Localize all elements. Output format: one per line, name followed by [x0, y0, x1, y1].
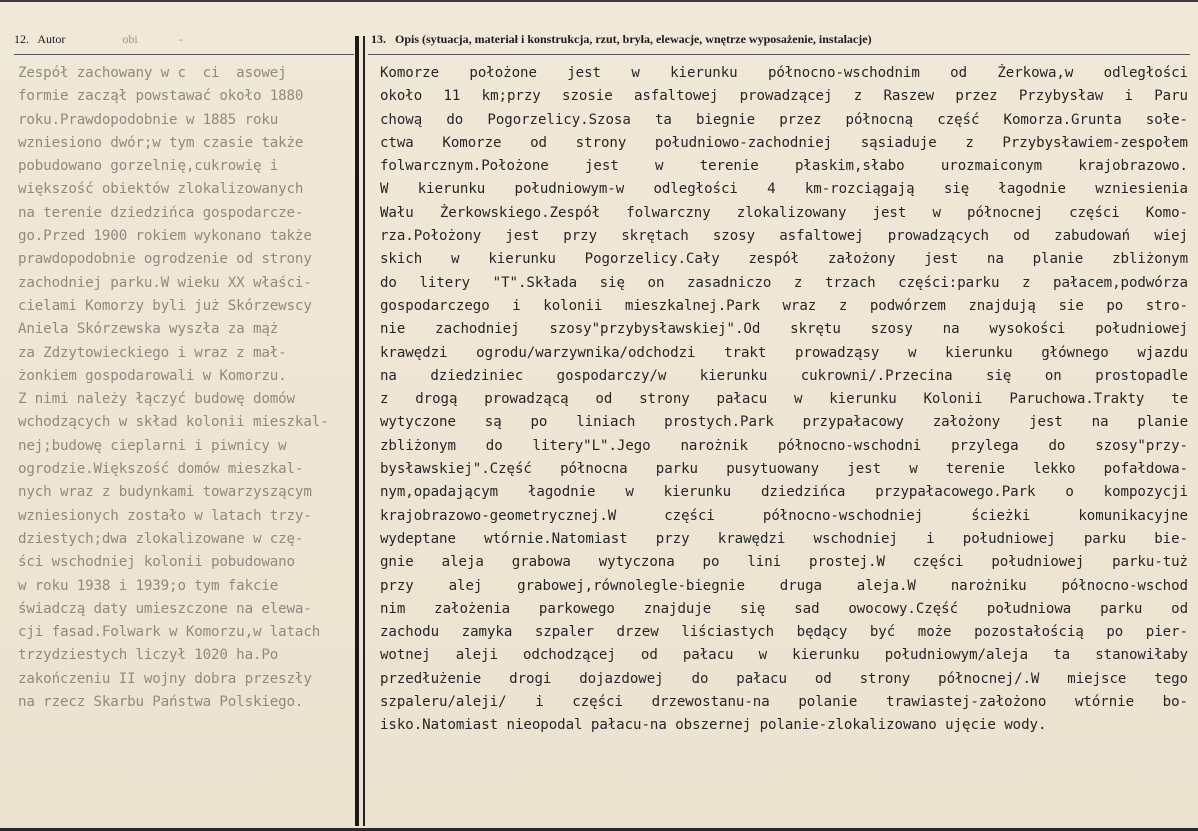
description-text-line: ctwa Komorze od strony południowo-zachodniej sąsiaduje z Przybysławiem-zespołem [380, 134, 1188, 151]
history-text-line: wchodzących w skład kolonii mieszkal- [18, 414, 329, 431]
author-underline [14, 54, 354, 55]
description-header [371, 32, 1191, 54]
description-text-line: krawędzi ogrodu/warzywnika/odchodzi trakt prowadząsy w kierunku głównego wjazdu [380, 344, 1188, 361]
history-text-line: na terenie dziedzińca gospodarcze- [18, 204, 304, 221]
author-header [14, 32, 354, 54]
history-text-line: cji fasad.Folwark w Komorzu,w latach [18, 624, 321, 641]
description-text-line: wytyczone są po liniach prostych.Park przypałacowy założony jest na planie [380, 414, 1188, 431]
description-text-line: Komorze położone jest w kierunku północno-wschodnim od Żerkowa,w odległości [380, 65, 1188, 81]
description-text-line: nim założenia parkowego znajduje się sad owocowy.Część południowa parku od [380, 600, 1188, 617]
description-text-line: gospodarczego i kolonii mieszkalnej.Park wraz z podwórzem znajdują sie po stro- [380, 297, 1188, 314]
history-text [18, 62, 356, 714]
description-text-line: do litery "T".Składa się on zasadniczo z trzach części:parku z pałacem,podwórza [380, 274, 1188, 291]
history-text-line: za Zdzytowieckiego i wraz z mał- [18, 344, 287, 361]
history-text-line: prawdopodobnie ogrodzenie od strony [18, 251, 312, 268]
history-text-line: ści wschodniej kolonii pobudowano [18, 554, 295, 571]
history-text-line: w roku 1938 i 1939;o tym fakcie [18, 577, 279, 594]
description-section-number: 13. [371, 32, 386, 46]
description-text-line: krajobrazowo-geometrycznej.W części północno-wschodniej ścieżki komunikacyjne [380, 507, 1188, 524]
description-text-line: rza.Położony jest przy skrętach szosy asfaltowej prowadzących od zabudowań wiej [380, 228, 1188, 245]
history-text-line: zachodniej parku.W wieku XX właści- [18, 274, 312, 291]
history-text-line: wzniesionych zostało w latach trzy- [18, 507, 312, 524]
description-text-line: W kierunku południowym-w odległości 4 km-rozciągają się łagodnie wzniesienia [380, 181, 1188, 198]
description-text-line: isko.Natomiast nieopodal pałacu-na obszernej polanie-zlokalizowano ujęcie wody. [380, 717, 1047, 734]
history-text-line: na rzecz Skarbu Państwa Polskiego. [18, 694, 304, 711]
history-text-line: roku.Prawdopodobnie w 1885 roku [18, 111, 279, 128]
history-text-line: pobudowano gorzelnię,cukrowię i [18, 158, 279, 175]
description-underline [368, 54, 1190, 55]
history-text-line: Zespół zachowany w c ci asowej [18, 65, 287, 81]
description-text-line: z drogą prowadzącą od strony pałacu w kierunku Kolonii Paruchowa.Trakty te [380, 391, 1188, 408]
history-text-line: formie zaczął powstawać około 1880 [18, 88, 304, 105]
author-extra: obi [122, 32, 138, 46]
description-text-line: zbliżonym do litery"L".Jego narożnik północno-wschodni przylega do szosy"przy- [380, 437, 1188, 454]
history-text-line: większość obiektów zlokalizowanych [18, 181, 304, 198]
description-text-line: gnie aleja grabowa wytyczona po lini prostej.W części południowej parku-tuż [380, 554, 1188, 571]
history-text-line: nych wraz z budynkami towarzyszącym [18, 484, 312, 501]
description-text-line: chową do Pogorzelicy.Szosa ta biegnie przez północną część Komorza.Grunta sołe- [380, 111, 1188, 128]
author-dash: - [178, 32, 183, 46]
history-text-line: świadczą daty umieszczone na elewa- [18, 600, 312, 617]
author-label: Autor [37, 32, 66, 46]
history-text-line: wzniesiono dwór;w tym czasie także [18, 134, 304, 151]
history-text-line: żonkiem gospodarowali w Komorzu. [18, 367, 287, 384]
description-text-line: nie zachodniej szosy"przybysławskiej".Od skrętu szosy na wysokości południowej [380, 321, 1188, 338]
description-label: Opis (sytuacja, materiał i konstrukcja, rzut, bryła, elewacje, wnętrze wyposażenie, instalacje) [395, 32, 872, 46]
description-text [380, 62, 1188, 738]
column-divider [355, 36, 365, 826]
history-text-line: Aniela Skórzewska wyszła za mąż [18, 321, 279, 338]
description-text-line: na dziedziniec gospodarczy/w kierunku cukrowni/.Przecina się on prostopadle [380, 367, 1188, 384]
description-text-line: Wału Żerkowskiego.Zespół folwarczny zlokalizowany jest w północnej części Komo- [380, 204, 1188, 221]
description-text-line: przedłużenie drogi dojazdowej do pałacu od strony północnej/.W miejsce tego [380, 670, 1188, 687]
history-text-line: cielami Komorzy byli już Skórzewscy [18, 297, 312, 314]
description-text-line: wotnej aleji odchodzącej od pałacu w kierunku południowym/aleja ta stanowiłaby [380, 647, 1188, 664]
description-text-line: zachodu zamyka szpaler drzew liściastych będący być może pozostałością po pier- [380, 624, 1188, 641]
description-text-line: nym,opadającym łagodnie w kierunku dziedzińca przypałacowego.Park o kompozycji [380, 484, 1188, 501]
history-text-line: zakończeniu II wojny dobra przeszły [18, 670, 312, 687]
description-text-line: bysławskiej".Część północna parku pusytuowany jest w terenie lekko pofałdowa- [380, 461, 1188, 478]
description-text-line: szpaleru/aleji/ i części drzewostanu-na polanie trawiastej-założono wtórnie bo- [380, 694, 1188, 711]
description-text-line: przy alej grabowej,równolegle-biegnie druga aleja.W narożniku północno-wschod [380, 577, 1188, 594]
history-text-line: trzydziestych liczył 1020 ha.Po [18, 647, 279, 664]
history-text-line: nej;budowę cieplarni i piwnicy w [18, 437, 287, 454]
description-text-line: skich w kierunku Pogorzelicy.Cały zespół założony jest na planie zbliżonym [380, 251, 1188, 268]
description-text-line: wydeptane wtórnie.Natomiast przy krawędzi wschodniej i południowej parku bie- [380, 530, 1188, 547]
description-text-line: folwarcznym.Położone jest w terenie płaskim,słabo urozmaiconym krajobrazowo. [380, 158, 1188, 175]
history-text-line: dziestych;dwa zlokalizowane w czę- [18, 530, 304, 547]
history-text-line: go.Przed 1900 rokiem wykonano także [18, 228, 312, 245]
description-text-line: około 11 km;przy szosie asfaltowej prowadzącej z Raszew przez Przybysław i Paru [380, 88, 1188, 105]
history-text-line: Z nimi należy łączyć budowę domów [18, 391, 295, 408]
author-section-number: 12. [14, 32, 29, 46]
history-text-line: ogrodzie.Większość domów mieszkal- [18, 461, 304, 478]
